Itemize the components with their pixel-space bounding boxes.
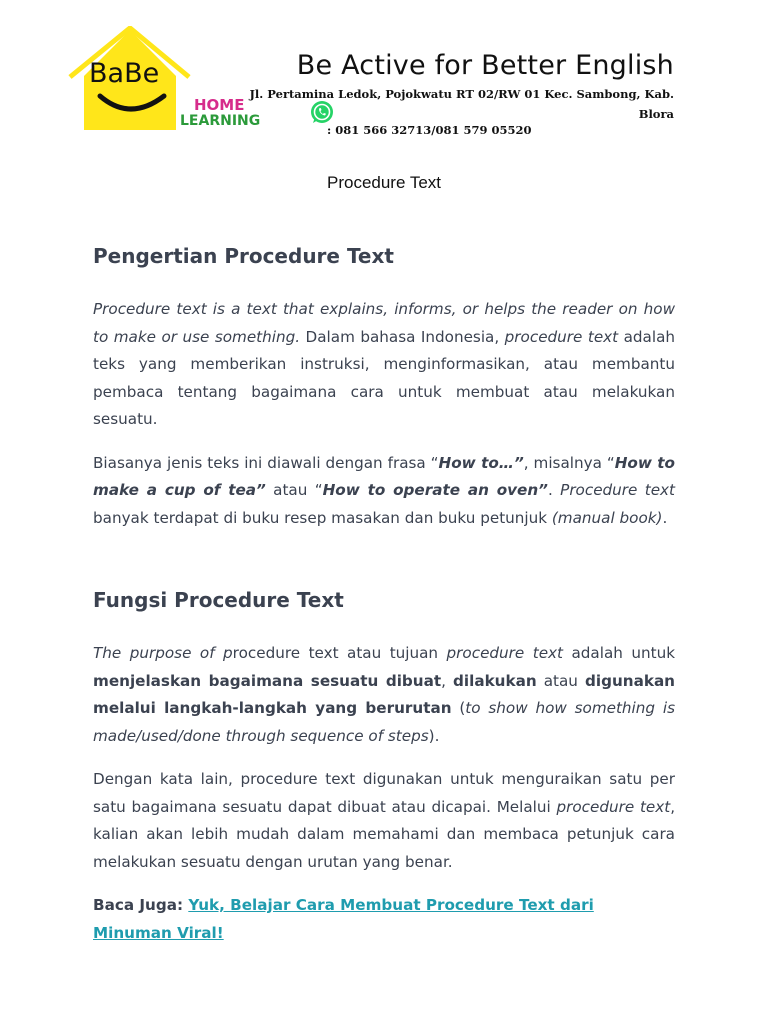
definition-english: Procedure text is a text that explains, informs, or helps the reader on how to make or use something. (93, 300, 675, 346)
address: Jl. Pertamina Ledok, Pojokwatu RT 02/RW 01 Kec. Sambong, Kab. Blora (249, 87, 674, 121)
logo-text: BaBe (89, 58, 160, 89)
logo-home-text: HOME (194, 96, 245, 114)
term-italic: Procedure text (560, 481, 676, 499)
paragraph-definition (93, 296, 675, 434)
paragraph-explanation (93, 766, 675, 876)
text-span: ). (428, 726, 440, 745)
tagline: Be Active for Better English (296, 50, 674, 81)
logo-learning-text: LEARNING (180, 113, 261, 129)
term-italic: procedure text (556, 797, 671, 816)
text-span: Dengan kata lain, procedure text digunakan untuk menguraikan satu per satu bagaimana sesuatu dapat dibuat atau dicapai. Melalui (93, 770, 675, 816)
see-also-label: Baca Juga: (93, 896, 189, 914)
section-heading-fungsi: Fungsi Procedure Text (93, 588, 344, 612)
text-span: Biasanya jenis teks ini diawali dengan frasa “ (93, 453, 439, 472)
bold-phrase: dilakukan (453, 671, 537, 690)
purpose-english-italic: to show how something is made/used/done through sequence of steps (93, 699, 675, 745)
text-span: , misalnya “ (523, 453, 615, 472)
text-span: adalah untuk (563, 644, 675, 662)
text-span: , kalian akan lebih mudah dalam memahami dan membaca petunjuk cara melakukan sesuatu dengan urutan yang benar. (93, 797, 676, 871)
bold-phrase: digunakan melalui langkah-langkah yang berurutan (93, 671, 675, 717)
text-span: , (441, 671, 454, 690)
text-span: atau “ (265, 481, 323, 499)
text-span: . (662, 508, 668, 527)
see-also-link[interactable]: Yuk, Belajar Cara Membuat Procedure Text dari Minuman Viral! (93, 896, 594, 942)
manual-book-italic: (manual book) (551, 508, 663, 527)
text-span: Dalam bahasa Indonesia, (300, 327, 505, 346)
term-italic: procedure text (504, 327, 619, 346)
example-phrase: How to operate an oven” (322, 481, 548, 499)
bold-phrase: menjelaskan bagaimana sesuatu dibuat (93, 671, 442, 690)
phone-numbers: : 081 566 32713/081 579 05520 (327, 123, 532, 137)
text-span: . (547, 481, 561, 499)
whatsapp-icon (309, 99, 335, 125)
example-phrase: How to make a cup of tea” (93, 453, 675, 499)
section-heading-pengertian: Pengertian Procedure Text (93, 244, 394, 268)
text-span: adalah teks yang memberikan instruksi, menginformasikan, atau membantu pembaca tentang bagaimana cara untuk membuat atau melakukan sesuatu. (93, 327, 676, 428)
paragraph-examples (93, 450, 675, 533)
see-also (93, 892, 675, 947)
article-body (93, 238, 675, 963)
document-title: Procedure Text (326, 173, 442, 192)
paragraph-purpose (93, 640, 675, 750)
text-span: atau (536, 671, 586, 690)
text-span: ( (451, 699, 466, 717)
example-phrase: How to…” (438, 453, 524, 472)
text-span: rocedure text atau tujuan (232, 644, 447, 662)
text-span: banyak terdapat di buku resep masakan dan buku petunjuk (93, 508, 552, 527)
term-italic: procedure text (446, 644, 563, 662)
purpose-italic: The purpose of p (93, 644, 233, 662)
